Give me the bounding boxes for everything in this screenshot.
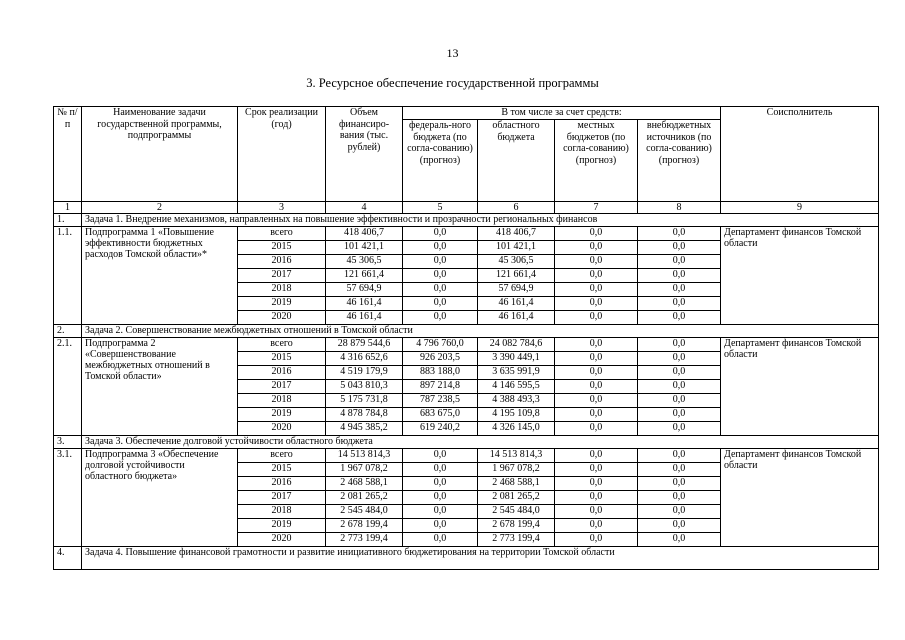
cell-regional: 4 146 595,5 xyxy=(478,380,555,394)
cell-extra: 0,0 xyxy=(638,338,721,352)
cell-volume: 46 161,4 xyxy=(326,311,403,325)
cell-volume: 418 406,7 xyxy=(326,227,403,241)
cell-extra: 0,0 xyxy=(638,519,721,533)
column-number: 3 xyxy=(238,202,326,214)
cell-volume: 2 081 265,2 xyxy=(326,491,403,505)
task-number: 1. xyxy=(54,214,82,227)
cell-regional: 2 773 199,4 xyxy=(478,533,555,547)
cell-period: 2018 xyxy=(238,394,326,408)
cell-local: 0,0 xyxy=(555,449,638,463)
cell-local: 0,0 xyxy=(555,241,638,255)
cell-period: 2017 xyxy=(238,380,326,394)
cell-regional: 4 326 145,0 xyxy=(478,422,555,436)
page-number: 13 xyxy=(446,46,459,60)
cell-local: 0,0 xyxy=(555,269,638,283)
cell-regional: 2 081 265,2 xyxy=(478,491,555,505)
cell-extra: 0,0 xyxy=(638,449,721,463)
cell-federal: 0,0 xyxy=(403,241,478,255)
header-volume: Объем финансиро-вания (тыс. рублей) xyxy=(326,107,403,202)
task-row xyxy=(54,325,879,338)
cell-local: 0,0 xyxy=(555,283,638,297)
cell-local: 0,0 xyxy=(555,505,638,519)
cell-period: 2020 xyxy=(238,311,326,325)
cell-local: 0,0 xyxy=(555,533,638,547)
cell-extra: 0,0 xyxy=(638,352,721,366)
header-local: местных бюджетов (по согла-сованию) (прогноз) xyxy=(555,120,638,202)
cell-period: 2015 xyxy=(238,241,326,255)
header-num: № п/п xyxy=(54,107,82,202)
column-number: 7 xyxy=(555,202,638,214)
column-number: 8 xyxy=(638,202,721,214)
cell-volume: 2 773 199,4 xyxy=(326,533,403,547)
cell-local: 0,0 xyxy=(555,394,638,408)
cell-federal: 0,0 xyxy=(403,533,478,547)
cell-period: 2016 xyxy=(238,366,326,380)
subprogram-number: 2.1. xyxy=(54,338,82,436)
subprogram-name: Подпрограмма 3 «Обеспечение долговой устойчивости областного бюджета» xyxy=(82,449,238,547)
cell-period: 2017 xyxy=(238,269,326,283)
task-title: Задача 3. Обеспечение долговой устойчивости областного бюджета xyxy=(82,436,879,449)
cell-period: 2020 xyxy=(238,533,326,547)
cell-volume: 4 316 652,6 xyxy=(326,352,403,366)
cell-extra: 0,0 xyxy=(638,394,721,408)
cell-extra: 0,0 xyxy=(638,366,721,380)
cell-regional: 4 195 109,8 xyxy=(478,408,555,422)
cell-volume: 45 306,5 xyxy=(326,255,403,269)
cell-volume: 4 945 385,2 xyxy=(326,422,403,436)
header-federal: федераль-ного бюджета (по согла-сованию) (прогноз) xyxy=(403,120,478,202)
cell-extra: 0,0 xyxy=(638,408,721,422)
cell-regional: 3 635 991,9 xyxy=(478,366,555,380)
cell-volume: 4 519 179,9 xyxy=(326,366,403,380)
header-period: Срок реализации (год) xyxy=(238,107,326,202)
cell-volume: 1 967 078,2 xyxy=(326,463,403,477)
column-number: 9 xyxy=(721,202,879,214)
cell-regional: 46 161,4 xyxy=(478,311,555,325)
cell-period: 2015 xyxy=(238,352,326,366)
cell-local: 0,0 xyxy=(555,463,638,477)
cell-volume: 57 694,9 xyxy=(326,283,403,297)
cell-extra: 0,0 xyxy=(638,283,721,297)
cell-federal: 4 796 760,0 xyxy=(403,338,478,352)
cell-local: 0,0 xyxy=(555,519,638,533)
column-number: 2 xyxy=(82,202,238,214)
cell-local: 0,0 xyxy=(555,227,638,241)
cell-federal: 0,0 xyxy=(403,463,478,477)
task-title: Задача 1. Внедрение механизмов, направленных на повышение эффективности и прозрачности региональных финансов xyxy=(82,214,879,227)
cell-extra: 0,0 xyxy=(638,533,721,547)
table-row xyxy=(54,227,879,241)
cell-federal: 0,0 xyxy=(403,283,478,297)
cell-federal: 0,0 xyxy=(403,505,478,519)
table-row xyxy=(54,449,879,463)
cell-period: 2020 xyxy=(238,422,326,436)
task-number: 2. xyxy=(54,325,82,338)
cell-extra: 0,0 xyxy=(638,297,721,311)
cell-volume: 2 678 199,4 xyxy=(326,519,403,533)
header-group-label: В том числе за счет средств: xyxy=(403,107,721,120)
cell-federal: 0,0 xyxy=(403,227,478,241)
task-row xyxy=(54,547,879,570)
cell-period: 2016 xyxy=(238,255,326,269)
header-coexec: Соисполнитель xyxy=(721,107,879,202)
cell-local: 0,0 xyxy=(555,338,638,352)
header-row-top xyxy=(54,107,879,120)
cell-volume: 5 043 810,3 xyxy=(326,380,403,394)
table-row xyxy=(54,338,879,352)
cell-regional: 2 468 588,1 xyxy=(478,477,555,491)
coexecutor: Департамент финансов Томской области xyxy=(721,227,879,325)
cell-extra: 0,0 xyxy=(638,380,721,394)
page-title: 3. Ресурсное обеспечение государственной программы xyxy=(306,76,599,90)
cell-extra: 0,0 xyxy=(638,491,721,505)
cell-local: 0,0 xyxy=(555,491,638,505)
task-title: Задача 4. Повышение финансовой грамотности и развитие инициативного бюджетирования на территории Томской области xyxy=(82,547,879,570)
cell-federal: 0,0 xyxy=(403,297,478,311)
cell-period: 2017 xyxy=(238,491,326,505)
cell-period: 2016 xyxy=(238,477,326,491)
subprogram-name: Подпрограмма 2 «Совершенствование межбюджетных отношений в Томской области» xyxy=(82,338,238,436)
cell-extra: 0,0 xyxy=(638,422,721,436)
cell-period: всего xyxy=(238,449,326,463)
cell-period: всего xyxy=(238,338,326,352)
cell-volume: 121 661,4 xyxy=(326,269,403,283)
cell-federal: 787 238,5 xyxy=(403,394,478,408)
cell-extra: 0,0 xyxy=(638,269,721,283)
cell-period: 2018 xyxy=(238,505,326,519)
cell-federal: 0,0 xyxy=(403,477,478,491)
cell-extra: 0,0 xyxy=(638,505,721,519)
cell-regional: 418 406,7 xyxy=(478,227,555,241)
cell-regional: 121 661,4 xyxy=(478,269,555,283)
cell-period: 2018 xyxy=(238,283,326,297)
cell-extra: 0,0 xyxy=(638,477,721,491)
cell-volume: 28 879 544,6 xyxy=(326,338,403,352)
subprogram-number: 1.1. xyxy=(54,227,82,325)
cell-period: 2019 xyxy=(238,519,326,533)
header-extra: внебюджетных источников (по согла-сованию) (прогноз) xyxy=(638,120,721,202)
cell-federal: 0,0 xyxy=(403,491,478,505)
cell-volume: 4 878 784,8 xyxy=(326,408,403,422)
cell-volume: 14 513 814,3 xyxy=(326,449,403,463)
cell-volume: 2 468 588,1 xyxy=(326,477,403,491)
cell-extra: 0,0 xyxy=(638,311,721,325)
cell-volume: 46 161,4 xyxy=(326,297,403,311)
subprogram-name: Подпрограмма 1 «Повышение эффективности бюджетных расходов Томской области»* xyxy=(82,227,238,325)
cell-regional: 3 390 449,1 xyxy=(478,352,555,366)
task-row xyxy=(54,214,879,227)
subprogram-number: 3.1. xyxy=(54,449,82,547)
coexecutor: Департамент финансов Томской области xyxy=(721,449,879,547)
cell-extra: 0,0 xyxy=(638,255,721,269)
coexecutor: Департамент финансов Томской области xyxy=(721,338,879,436)
cell-period: 2015 xyxy=(238,463,326,477)
cell-local: 0,0 xyxy=(555,352,638,366)
cell-regional: 4 388 493,3 xyxy=(478,394,555,408)
cell-period: 2019 xyxy=(238,408,326,422)
task-row xyxy=(54,436,879,449)
column-number: 1 xyxy=(54,202,82,214)
cell-period: 2019 xyxy=(238,297,326,311)
cell-federal: 0,0 xyxy=(403,449,478,463)
cell-volume: 101 421,1 xyxy=(326,241,403,255)
cell-regional: 24 082 784,6 xyxy=(478,338,555,352)
cell-regional: 2 545 484,0 xyxy=(478,505,555,519)
cell-regional: 1 967 078,2 xyxy=(478,463,555,477)
cell-volume: 5 175 731,8 xyxy=(326,394,403,408)
column-numbers-row xyxy=(54,202,879,214)
cell-federal: 926 203,5 xyxy=(403,352,478,366)
header-name: Наименование задачи государственной программы, подпрограммы xyxy=(82,107,238,202)
cell-extra: 0,0 xyxy=(638,463,721,477)
cell-local: 0,0 xyxy=(555,311,638,325)
cell-federal: 0,0 xyxy=(403,311,478,325)
cell-federal: 0,0 xyxy=(403,269,478,283)
cell-local: 0,0 xyxy=(555,477,638,491)
column-number: 4 xyxy=(326,202,403,214)
task-title: Задача 2. Совершенствование межбюджетных отношений в Томской области xyxy=(82,325,879,338)
cell-volume: 2 545 484,0 xyxy=(326,505,403,519)
cell-regional: 14 513 814,3 xyxy=(478,449,555,463)
cell-local: 0,0 xyxy=(555,297,638,311)
cell-federal: 0,0 xyxy=(403,255,478,269)
cell-local: 0,0 xyxy=(555,366,638,380)
cell-regional: 101 421,1 xyxy=(478,241,555,255)
column-number: 5 xyxy=(403,202,478,214)
resource-table xyxy=(53,106,879,570)
cell-regional: 2 678 199,4 xyxy=(478,519,555,533)
header-regional: областного бюджета xyxy=(478,120,555,202)
cell-regional: 45 306,5 xyxy=(478,255,555,269)
task-number: 4. xyxy=(54,547,82,570)
cell-local: 0,0 xyxy=(555,255,638,269)
cell-federal: 619 240,2 xyxy=(403,422,478,436)
task-number: 3. xyxy=(54,436,82,449)
cell-federal: 883 188,0 xyxy=(403,366,478,380)
cell-federal: 897 214,8 xyxy=(403,380,478,394)
cell-local: 0,0 xyxy=(555,422,638,436)
cell-federal: 683 675,0 xyxy=(403,408,478,422)
cell-extra: 0,0 xyxy=(638,241,721,255)
cell-local: 0,0 xyxy=(555,380,638,394)
cell-extra: 0,0 xyxy=(638,227,721,241)
cell-regional: 46 161,4 xyxy=(478,297,555,311)
cell-regional: 57 694,9 xyxy=(478,283,555,297)
cell-federal: 0,0 xyxy=(403,519,478,533)
column-number: 6 xyxy=(478,202,555,214)
cell-period: всего xyxy=(238,227,326,241)
cell-local: 0,0 xyxy=(555,408,638,422)
